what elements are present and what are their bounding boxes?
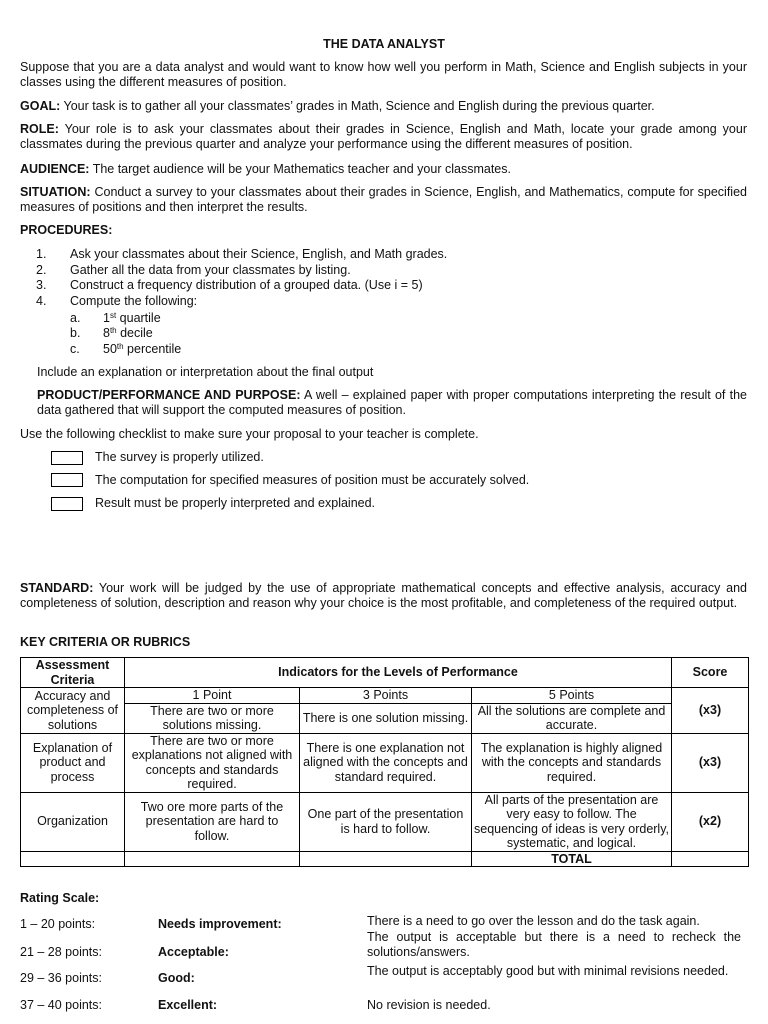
standard-label: STANDARD: (20, 581, 94, 595)
rating-description: The output is acceptably good but with minimal revisions needed. (367, 964, 729, 978)
rubric-score: (x3) (672, 688, 749, 734)
checklist-checkbox[interactable] (51, 451, 83, 465)
intro-paragraph: Suppose that you are a data analyst and would want to know how well you perform in Math, Science and English subjects in your classes using the different measures of position. (20, 60, 747, 89)
audience-text: The target audience will be your Mathematics teacher and your classmates. (89, 162, 511, 176)
rubric-heading: KEY CRITERIA OR RUBRICS (20, 635, 191, 649)
checklist-item: Result must be properly interpreted and explained. (95, 496, 376, 510)
rubric-criteria: Explanation of product and process (21, 733, 125, 792)
goal-paragraph (20, 99, 747, 114)
rubric-indicator: The explanation is highly aligned with the concepts and standards required. (472, 733, 672, 792)
rubric-indicator: One part of the presentation is hard to follow. (300, 792, 472, 851)
step-text: Compute the following: (70, 294, 198, 308)
rating-description: No revision is needed. (367, 998, 491, 1012)
rubric-criteria: Organization (21, 792, 125, 851)
rubric-indicator: There is one explanation not aligned with the concepts and standard required. (300, 733, 472, 792)
substep-letter: c. (70, 342, 80, 356)
rubric-total-blank (21, 851, 125, 867)
rubric-indicator: All the solutions are complete and accurate. (472, 703, 672, 733)
procedures-note: Include an explanation or interpretation about the final output (37, 365, 374, 379)
rating-level: Excellent: (158, 998, 218, 1012)
step-text: Construct a frequency distribution of a grouped data. (Use i = 5) (70, 278, 423, 292)
product-paragraph (37, 388, 747, 418)
rubric-header-indicators: Indicators for the Levels of Performance (125, 658, 672, 688)
audience-paragraph (20, 162, 747, 177)
step-text: Ask your classmates about their Science, English, and Math grades. (70, 247, 448, 261)
role-text: Your role is to ask your classmates about their grades in Science, English and Math, locate your grade among your classmates during the previous quarter and analyze your performance using the different measures of position. (20, 122, 747, 151)
checklist-item: The computation for specified measures of position must be accurately solved. (95, 473, 530, 487)
rating-range: 21 – 28 points: (20, 945, 103, 959)
situation-label: SITUATION: (20, 185, 91, 199)
rubric-points-label: 5 Points (472, 688, 672, 704)
rubric-total-value (672, 851, 749, 867)
substep-letter: b. (70, 326, 81, 340)
rating-scale-heading: Rating Scale: (20, 891, 100, 905)
rubric-table (20, 657, 749, 867)
rubric-points-label: 1 Point (125, 688, 300, 704)
rubric-score: (x3) (672, 733, 749, 792)
standard-paragraph (20, 581, 747, 611)
rubric-criteria: Accuracy and completeness of solutions (21, 688, 125, 734)
rubric-total-label: TOTAL (472, 851, 672, 867)
rubric-indicator: There are two or more solutions missing. (125, 703, 300, 733)
rubric-indicator: Two ore more parts of the presentation are hard to follow. (125, 792, 300, 851)
substep-text: 8th decile (103, 326, 153, 340)
checklist-intro: Use the following checklist to make sure your proposal to your teacher is complete. (20, 427, 479, 441)
checklist-checkbox[interactable] (51, 497, 83, 511)
rubric-points-label: 3 Points (300, 688, 472, 704)
situation-paragraph (20, 185, 747, 215)
product-label: PRODUCT/PERFORMANCE AND PURPOSE: (37, 388, 301, 402)
rating-level: Acceptable: (158, 945, 229, 959)
rubric-header-criteria: Assessment Criteria (21, 658, 125, 688)
rating-range: 1 – 20 points: (20, 917, 96, 931)
rating-level: Good: (158, 971, 195, 985)
checklist-item: The survey is properly utilized. (95, 450, 264, 464)
step-number: 4. (36, 294, 47, 308)
rubric-total-blank (125, 851, 300, 867)
step-text: Gather all the data from your classmates by listing. (70, 263, 351, 277)
substep-text: 50th percentile (103, 342, 182, 356)
step-number: 1. (36, 247, 47, 261)
step-number: 2. (36, 263, 47, 277)
checklist-checkbox[interactable] (51, 473, 83, 487)
substep-text: 1st quartile (103, 311, 161, 325)
product-text: A well – explained paper with proper computations interpreting the result of the data gathered that will support the computed measures of position. (37, 388, 747, 417)
rubric-indicator: There are two or more explanations not aligned with concepts and standards required. (125, 733, 300, 792)
rubric-indicator: There is one solution missing. (300, 703, 472, 733)
goal-text: Your task is to gather all your classmates’ grades in Math, Science and English during the previous quarter. (60, 99, 655, 113)
substep-letter: a. (70, 311, 81, 325)
situation-text: Conduct a survey to your classmates about their grades in Science, English, and Mathematics, compute for specified measures of positions and then interpret the results. (20, 185, 747, 214)
audience-label: AUDIENCE: (20, 162, 90, 176)
rating-level: Needs improvement: (158, 917, 282, 931)
procedures-heading: PROCEDURES: (20, 223, 113, 237)
rating-description: There is a need to go over the lesson and do the task again. (367, 914, 700, 928)
rubric-total-blank (300, 851, 472, 867)
role-label: ROLE: (20, 122, 59, 136)
rating-range: 29 – 36 points: (20, 971, 103, 985)
role-paragraph (20, 122, 747, 152)
standard-text: Your work will be judged by the use of appropriate mathematical concepts and effective analysis, accuracy and completeness of solution, description and reason why your choice is the most profitable, and completeness of the required output. (20, 581, 747, 610)
goal-label: GOAL: (20, 99, 61, 113)
rating-range: 37 – 40 points: (20, 998, 103, 1012)
rubric-indicator: All parts of the presentation are very easy to follow. The sequencing of ideas is very orderly, systematic, and logical. (472, 792, 672, 851)
rating-description: The output is acceptable but there is a need to recheck the solutions/answers. (367, 930, 741, 959)
rubric-header-score: Score (672, 658, 749, 688)
step-number: 3. (36, 278, 47, 292)
document-title: THE DATA ANALYST (323, 37, 445, 51)
rubric-score: (x2) (672, 792, 749, 851)
